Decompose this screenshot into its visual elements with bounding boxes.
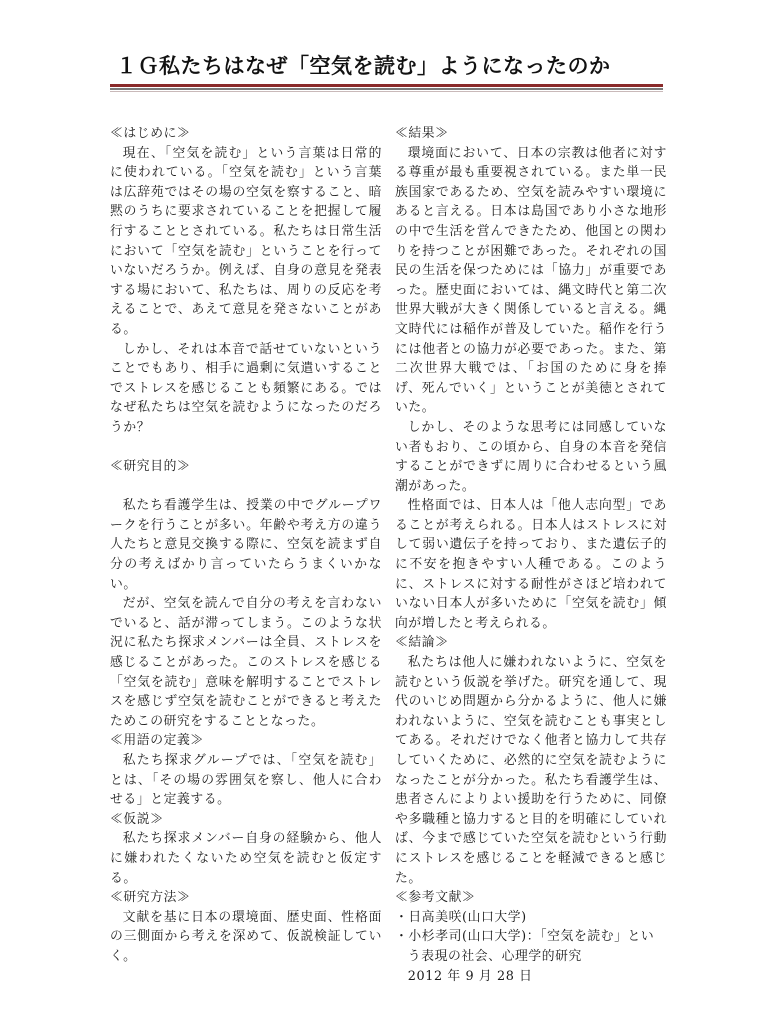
title-rule-middle (110, 88, 663, 90)
results-heading: ≪結果≫ (395, 126, 449, 141)
results-paragraph: 環境面において、日本の宗教は他者に対する尊重が最も重要視されている。また単一民族国家であるため、空気を読みやすい環境にあると言える。日本は島国であり小さな地形の中で生活を営んできたため、他国との関わりを持つことが困難であった。それぞれの国民の生活を保つためには「協力」が重要であった。歴史面においては、縄文時代と第二次世界大戦が大きく関係していると言える。縄文時代には稲作が普及していた。稲作を行うには他者との協力が必要であった。また、第二次世界大戦では、「お国のために身を捧げ、死んでいく」ということが美徳とされていた。 (395, 145, 667, 416)
method-paragraph: 文献を基に日本の環境面、歴史面、性格面の三側面から考えを深めて、仮説検証していく。 (110, 909, 382, 964)
reference-item: ・日高美咲(山口大学) (395, 909, 527, 925)
purpose-heading: ≪研究目的≫ (110, 459, 191, 475)
spacer (110, 477, 382, 497)
references-heading: ≪参考文献≫ (395, 890, 476, 906)
method-heading: ≪研究方法≫ (110, 890, 191, 906)
hypothesis-heading: ≪仮説≫ (110, 811, 164, 827)
conclusion-paragraph: 私たちは他人に嫌われないように、空気を読むという仮説を挙げた。研究を通して、現代のいじめ問題から分かるように、他人に嫌われないように、空気を読むことも事実としてある。それだけでなく他者と協力して共存していくために、必然的に空気を読むようになったことが分かった。私たち看護学生は、患者さんによりよい援助を行うために、同僚や多職種と協力すると目的を明確にしていれば、今まで感じていた空気を読むという行動にストレスを感じることを軽減できると感じた。 (395, 655, 667, 886)
definition-paragraph: 私たち探求グループでは、「空気を読む」とは、「その場の雰囲気を察し、他人に合わせる」と定義する。 (110, 753, 382, 808)
left-column (110, 124, 382, 967)
title-rule-top (110, 84, 663, 87)
title-rule-bottom (110, 91, 663, 92)
definition-heading: ≪用語の定義≫ (110, 733, 204, 749)
hypothesis-paragraph: 私たち探求メンバー自身の経験から、他人に嫌われたくないため空気を読むと仮定する。 (110, 831, 382, 886)
right-column (395, 124, 667, 986)
page-title: １Ｇ私たちはなぜ「空気を読む」ようになったのか (116, 54, 611, 78)
results-paragraph: 性格面では、日本人は「他人志向型」であることが考えられる。日本人はストレスに対して弱い遺伝子を持っており、また遺伝子的に不安を抱きやすい人種である。このように、ストレスに対する耐性がさほど培われていない日本人が多いために「空気を読む」傾向が増したと考えられる。 (395, 498, 667, 631)
conclusion-heading: ≪結論≫ (395, 635, 449, 651)
spacer (110, 438, 382, 458)
purpose-paragraph: 私たち看護学生は、授業の中でグループワークを行うことが多い。年齢や考え方の違う人たちと意見交換する際に、空気を読まず自分の考えばかり言っていたらうまくいかない。 (110, 498, 382, 592)
intro-paragraph: しかし、それは本音で話せていないということでもあり、相手に過剰に気遣いすることでストレスを感じることも頻繁にある。ではなぜ私たちは空気を読むようになったのだろうか？ (110, 341, 382, 435)
results-paragraph: しかし、そのような思考には同感していない者もおり、この頃から、自身の本音を発信することができずに周りに合わせるという風潮があった。 (395, 419, 667, 494)
purpose-paragraph: だが、空気を読んで自分の考えを言わないでいると、話が滞ってしまう。このような状況に私たち探求メンバーは全員、ストレスを感じることがあった。このストレスを感じる「空気を読む」意味を解明することでストレスを感じず空気を読むことができると考えたためこの研究をすることとなった。 (110, 596, 382, 729)
reference-date: 2012 年 9 月 28 日 (407, 968, 533, 984)
intro-heading: ≪はじめに≫ (110, 126, 191, 141)
intro-paragraph: 現在、「空気を読む」という言葉は日常的に使われている。「空気を読む」という言葉は広辞苑ではその場の空気を察すること、暗黙のうちに要求されていることを把握して履行することとされている。私たちは日常生活において「空気を読む」ということを行っていないだろうか。例えば、自身の意見を発表する場において、私たちは、周りの反応を考えることで、あえて意見を発さないことがある。 (110, 145, 382, 337)
reference-item: ・小杉孝司(山口大学)：「空気を読む」という表現の社会、心理学的研究 (395, 929, 655, 964)
